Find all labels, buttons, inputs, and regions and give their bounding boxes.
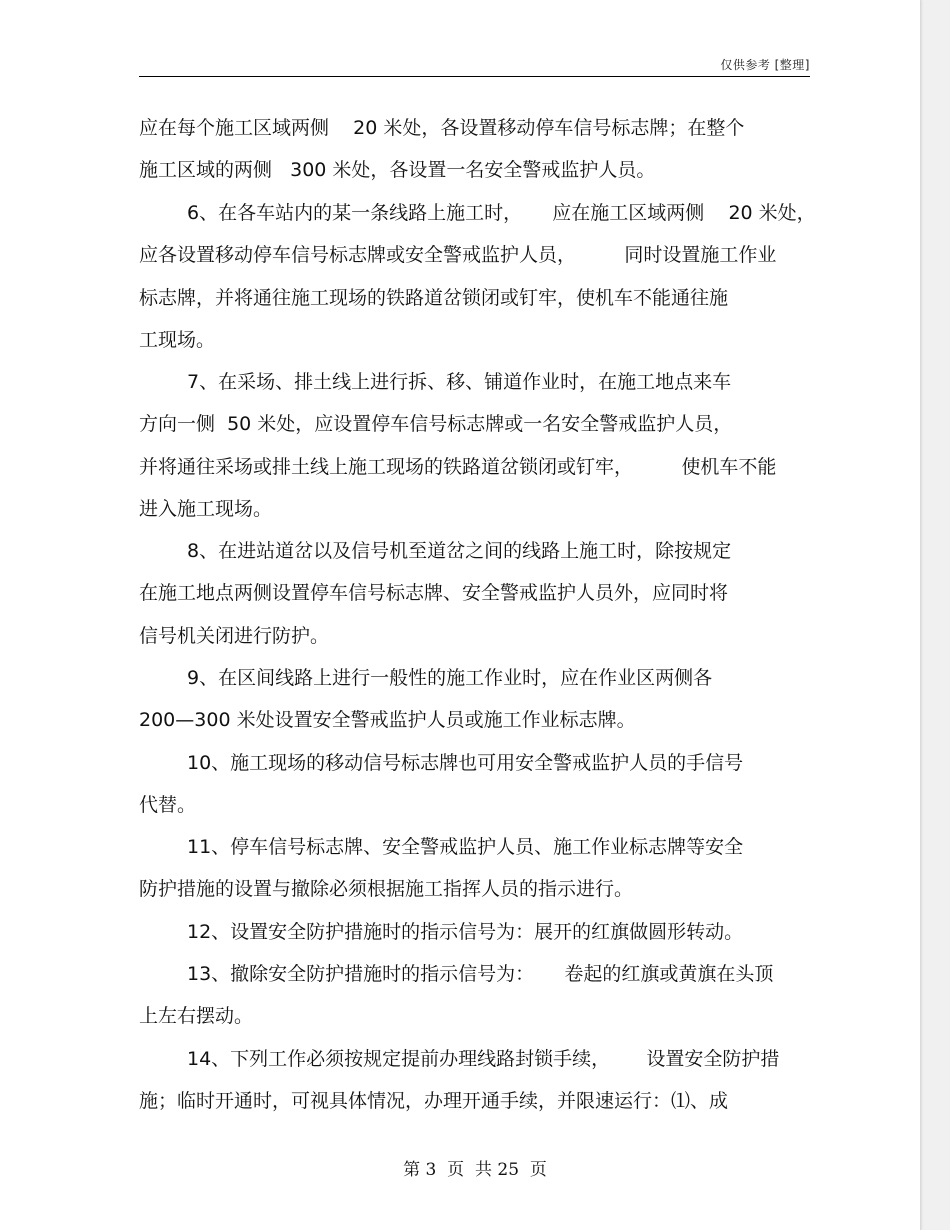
- header-note: 仅供参考 [整理]: [720, 58, 810, 72]
- text-line: 在施工地点两侧设置停车信号标志牌、安全警戒监护人员外，应同时将: [139, 582, 729, 604]
- page-header: [139, 56, 810, 77]
- text-line: 200—300 米处设置安全警戒监护人员或施工作业标志牌。: [139, 709, 636, 731]
- text-line: 10、施工现场的移动信号标志牌也可用安全警戒监护人员的手信号: [187, 752, 744, 774]
- text-line: 标志牌，并将通往施工现场的铁路道岔锁闭或钉牢，使机车不能通往施: [139, 287, 729, 309]
- text-line: 防护措施的设置与撤除必须根据施工指挥人员的指示进行。: [139, 878, 634, 900]
- text-line: 信号机关闭进行防护。: [139, 625, 330, 647]
- text-line: 上左右摆动。: [139, 1005, 254, 1027]
- text-line: 14、下列工作必须按规定提前办理线路封锁手续， 设置安全防护措: [187, 1048, 780, 1070]
- text-line: 8、在进站道岔以及信号机至道岔之间的线路上施工时，除按规定: [187, 540, 732, 562]
- text-line: 6、在各车站内的某一条线路上施工时， 应在施工区域两侧 20 米处，: [187, 202, 816, 224]
- text-line: 并将通往采场或排土线上施工现场的铁路道岔锁闭或钉牢， 使机车不能: [139, 456, 777, 478]
- text-line: 9、在区间线路上进行一般性的施工作业时，应在作业区两侧各: [187, 667, 713, 689]
- text-line: 方向一侧 50 米处，应设置停车信号标志牌或一名安全警戒监护人员，: [139, 413, 733, 435]
- text-line: 代替。: [139, 794, 197, 816]
- text-line: 12、设置安全防护措施时的指示信号为：展开的红旗做圆形转动。: [187, 921, 744, 943]
- text-line: 施工区域的两侧 300 米处，各设置一名安全警戒监护人员。: [139, 159, 656, 181]
- text-line: 7、在采场、排土线上进行拆、移、铺道作业时，在施工地点来车: [187, 371, 732, 393]
- text-line: 13、撤除安全防护措施时的指示信号为： 卷起的红旗或黄旗在头顶: [187, 963, 774, 985]
- text-line: 应在每个施工区域两侧 20 米处，各设置移动停车信号标志牌；在整个: [139, 117, 745, 139]
- text-line: 11、停车信号标志牌、安全警戒监护人员、施工作业标志牌等安全: [187, 836, 744, 858]
- text-line: 工现场。: [139, 329, 216, 351]
- text-line: 应各设置移动停车信号标志牌或安全警戒监护人员， 同时设置施工作业: [139, 244, 777, 266]
- text-line: 进入施工现场。: [139, 498, 273, 520]
- text-line: 施；临时开通时，可视具体情况，办理开通手续，并限速运行：⑴、成: [139, 1090, 729, 1112]
- page-number-footer: 第 3 页 共 25 页: [403, 1160, 547, 1180]
